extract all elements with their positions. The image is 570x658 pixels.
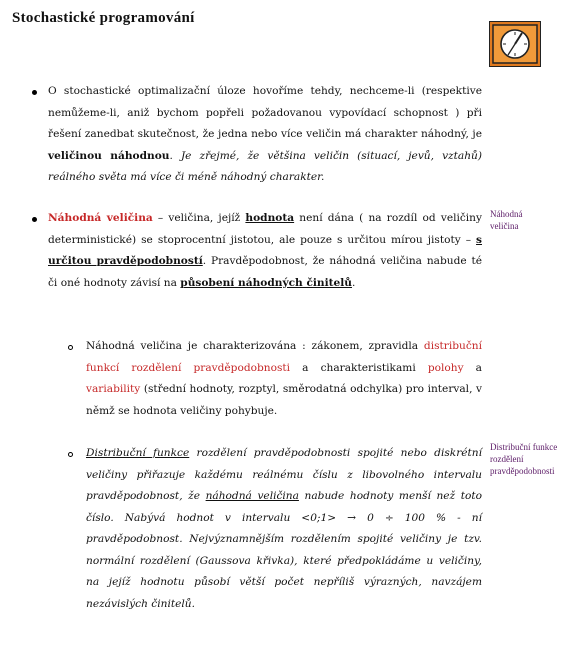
text: nabude hodnoty menší než toto číslo. Nabývá hodnot v intervalu <0;1> → 0 ÷ 100 % - ní pravděpodobnost. Nejvýznamnějším rozdělením spojité veličiny je tzv. normální rozdělení (Gaussova křivka), které předpokládáme u veličiny, na jejíž hodnotu působí větší počet nepříliš výrazných, navzájem nezávislých činitelů. (86, 490, 482, 610)
term-random-variable: Náhodná veličina (48, 212, 153, 224)
paragraph-random-variable (48, 208, 482, 294)
text: O stochastické optimalizační úloze hovoříme tehdy, nechceme-li (respektive nemůžeme-li, aniž bychom popřeli požadovanou vypovídací schopnost ) při řešení zanedbat skutečnost, že jedna nebo více veličin má charakter náhodný, je (48, 85, 482, 140)
text: rozdělení pravděpodobnosti spojité nebo diskrétní veličiny přiřazuje každému reálnému číslu z libovolného intervalu pravděpodobnost, že (86, 447, 483, 502)
text: . (169, 149, 181, 162)
term-variability: variability (86, 383, 141, 395)
paragraph-characterization (86, 336, 482, 422)
text: (střední hodnoty, rozptyl, směrodatná odchylka) pro interval, v němž se hodnota veličiny pohybuje. (86, 383, 482, 417)
text-underlined: náhodná veličina (205, 490, 299, 502)
bullet (32, 90, 37, 95)
compass-icon (489, 21, 541, 67)
page-title: Stochastické programování (12, 10, 195, 26)
text-italic: Je zřejmé, že většina veličin (situací, jevů, vztahů) reálného světa má více či méně náhodný charakter. (48, 149, 482, 183)
text-bold: veličinou náhodnou (48, 149, 170, 162)
text: a (463, 361, 482, 374)
paragraph-distribution-function (86, 443, 482, 615)
text-bold-underlined: hodnota (245, 212, 295, 224)
text: . Pravděpodobnost, že náhodná veličina nabude té či oné hodnoty závisí na (48, 255, 482, 289)
text-underlined: Distribuční funkce (86, 447, 190, 459)
term-position: polohy (427, 361, 464, 374)
sub-bullet (68, 345, 73, 350)
sidenote-random-variable: Náhodná veličina (490, 209, 523, 231)
text: . (352, 276, 356, 289)
sub-bullet (68, 452, 73, 457)
sidenote-distribution-function: Distribuční funkce rozdělení pravděpodobnosti (490, 442, 558, 476)
paragraph-stochastic-optimization (48, 81, 482, 189)
text-bold-underlined: působení náhodných činitelů (180, 276, 353, 289)
term-distribution-function: distribuční funkcí rozdělení pravděpodobnosti (86, 340, 482, 374)
text: není dána ( na rozdíl od veličiny deterministické) se stoprocentní jistotou, ale pouze s určitou mírou jistoty – (48, 212, 482, 246)
bullet (32, 217, 37, 222)
text-bold-underlined: s určitou pravděpodobností (48, 233, 482, 267)
text: – veličina, jejíž (152, 212, 246, 224)
text: Náhodná veličina je charakterizována : zákonem, zpravidla (86, 340, 424, 352)
text: a charakteristikami (290, 361, 428, 374)
